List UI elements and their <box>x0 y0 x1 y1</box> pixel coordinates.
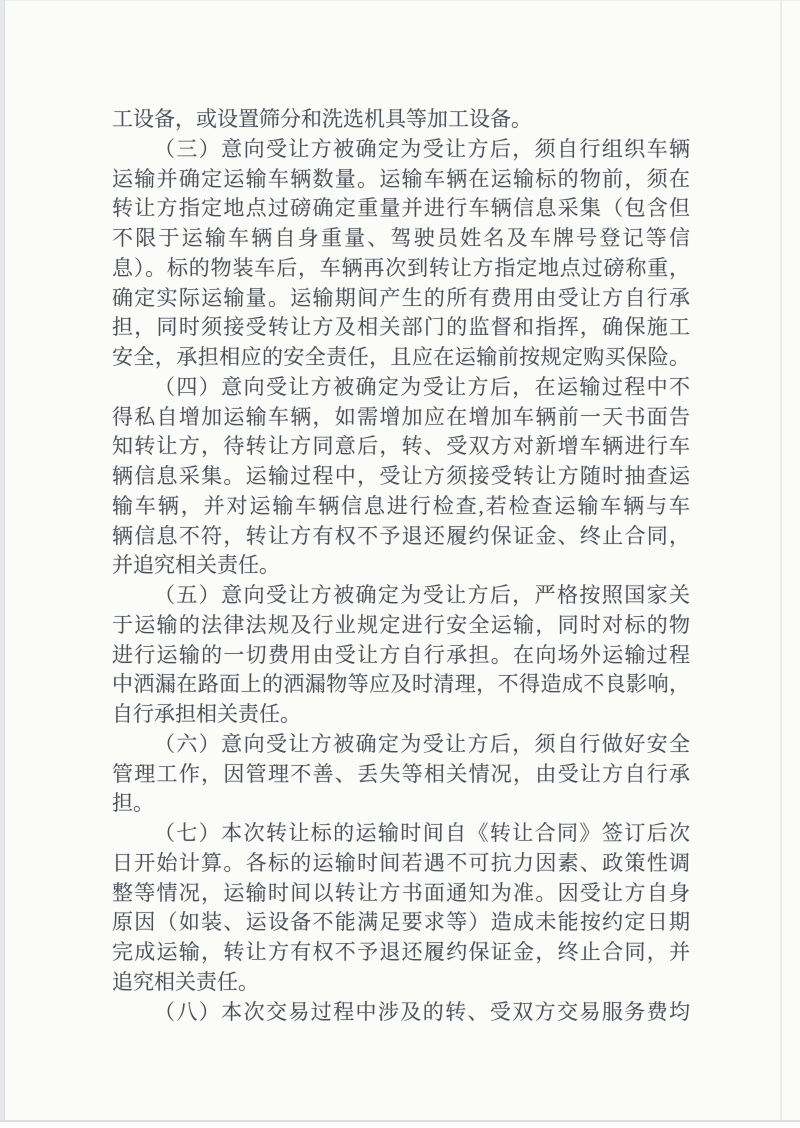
text-line: 自行承担相关责任。 <box>112 702 301 726</box>
text-line: （三）意向受让方被确定为受让方后，须自行组织车辆 <box>154 136 690 161</box>
text-line: （六）意向受让方被确定为受让方后，须自行做好安全 <box>154 731 690 756</box>
text-line: 管理工作，因管理不善、丢失等相关情况，由受让方自行承 <box>112 761 690 786</box>
text-line: 担。 <box>112 791 154 816</box>
text-line: 于运输的法律法规及行业规定进行安全运输，同时对标的物 <box>112 612 690 637</box>
text-line: 安全，承担相应的安全责任，且应在运输前按规定购买保险。 <box>112 345 690 369</box>
text-line: （四）意向受让方被确定为受让方后，在运输过程中不 <box>154 374 690 399</box>
text-line: 辆信息不符，转让方有权不予退还履约保证金、终止合同， <box>112 523 690 548</box>
text-line: 输车辆，并对运输车辆信息进行检查,若检查运输车辆与车 <box>112 493 690 518</box>
text-line: 转让方指定地点过磅确定重量并进行车辆信息采集（包含但 <box>112 196 690 221</box>
text-line: 整等情况，运输时间以转让方书面通知为准。因受让方自身 <box>112 880 690 905</box>
text-line: 并追究相关责任。 <box>112 553 280 578</box>
text-line: 不限于运输车辆自身重量、驾驶员姓名及车牌号登记等信 <box>112 226 690 250</box>
text-line: 确定实际运输量。运输期间产生的所有费用由受让方自行承 <box>112 285 690 310</box>
text-line: 知转让方，待转让方同意后，转、受双方对新增车辆进行车 <box>112 434 690 459</box>
document-text <box>112 105 690 1027</box>
text-line: 工设备，或设置筛分和洗选机具等加工设备。 <box>112 107 532 131</box>
text-line: 中洒漏在路面上的洒漏物等应及时清理，不得造成不良影响， <box>112 672 690 697</box>
scan-margin <box>0 1122 800 1128</box>
text-line: 原因（如装、运设备不能满足要求等）造成未能按约定日期 <box>112 910 690 935</box>
text-line: 进行运输的一切费用由受让方自行承担。在向场外运输过程 <box>112 642 690 667</box>
text-line: 息）。标的物装车后，车辆再次到转让方指定地点过磅称重， <box>112 255 690 280</box>
text-line: 运输并确定运输车辆数量。运输车辆在运输标的物前，须在 <box>112 166 690 191</box>
text-line: 辆信息采集。运输过程中，受让方须接受转让方随时抽查运 <box>112 464 690 488</box>
text-line: 完成运输，转让方有权不予退还履约保证金，终止合同，并 <box>112 940 690 964</box>
text-line: 日开始计算。各标的运输时间若遇不可抗力因素、政策性调 <box>112 850 690 875</box>
text-line: （五）意向受让方被确定为受让方后，严格按照国家关 <box>154 583 690 607</box>
text-line: 担，同时须接受转让方及相关部门的监督和指挥，确保施工 <box>112 315 690 340</box>
text-line: （七）本次转让标的运输时间自《转让合同》签订后次 <box>154 821 690 845</box>
text-line: 得私自增加运输车辆，如需增加应在增加车辆前一天书面告 <box>112 404 690 429</box>
page-right-edge <box>780 0 782 1128</box>
text-line: 追究相关责任。 <box>112 969 259 994</box>
page-left-edge <box>0 0 5 1128</box>
page-top-edge <box>0 0 800 1</box>
text-line: （八）本次交易过程中涉及的转、受双方交易服务费均 <box>154 999 690 1024</box>
